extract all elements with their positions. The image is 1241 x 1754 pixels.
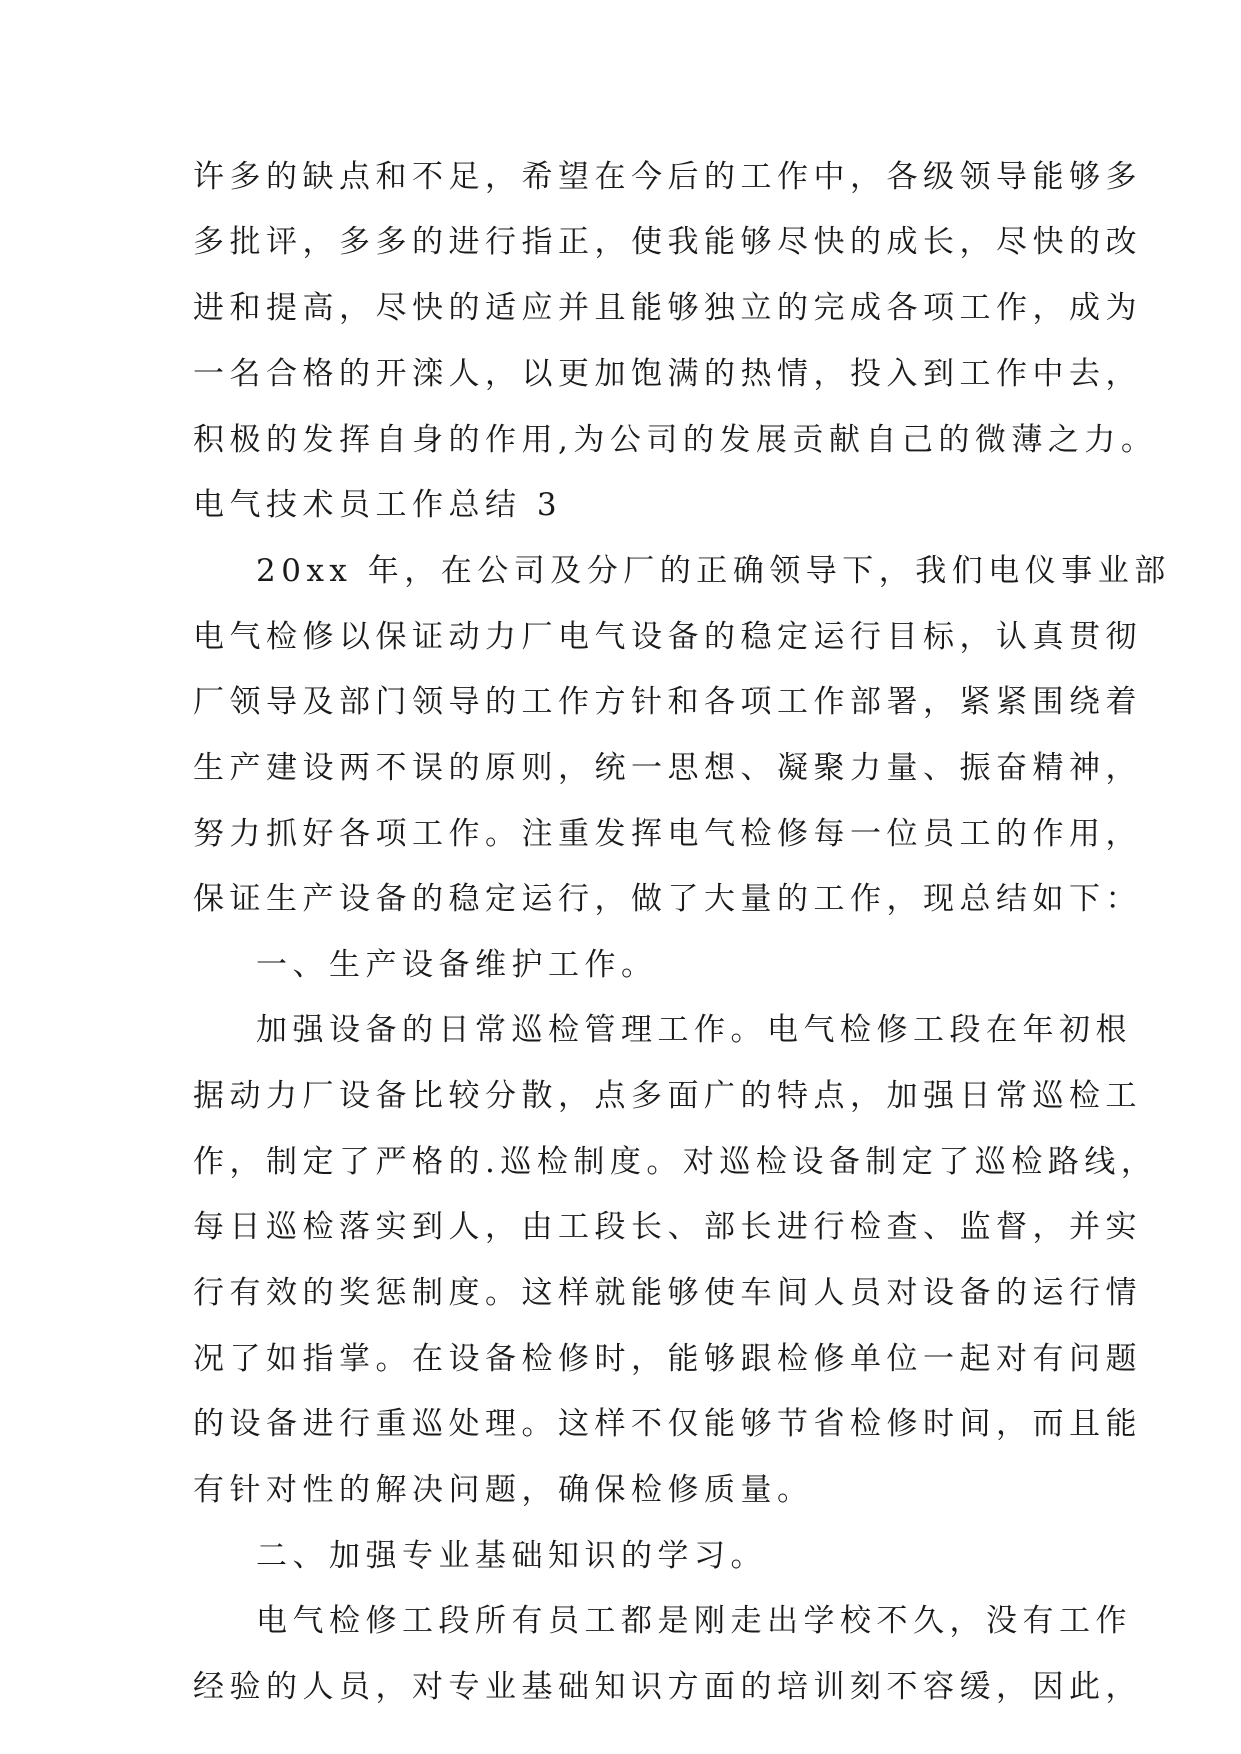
text-line: 电气检修工段所有员工都是刚走出学校不久，没有工作	[256, 1603, 1132, 1639]
text-line: 一名合格的开滦人，以更加饱满的热情，投入到工作中去，	[193, 356, 1142, 392]
text-line: 努力抓好各项工作。注重发挥电气检修每一位员工的作用，	[193, 816, 1142, 852]
text-line: 加强设备的日常巡检管理工作。电气检修工段在年初根	[256, 1012, 1132, 1048]
text-line: 有针对性的解决问题，确保检修质量。	[193, 1472, 814, 1508]
text-line: 多批评，多多的进行指正，使我能够尽快的成长，尽快的改	[193, 224, 1142, 260]
text-line: 行有效的奖惩制度。这样就能够使车间人员对设备的运行情	[193, 1275, 1142, 1311]
text-line: 的设备进行重巡处理。这样不仅能够节省检修时间，而且能	[193, 1406, 1142, 1442]
text-line: 作，制定了严格的.巡检制度。对巡检设备制定了巡检路线，	[193, 1144, 1158, 1180]
text-line: 据动力厂设备比较分散，点多面广的特点，加强日常巡检工	[193, 1078, 1142, 1114]
text-line: 20xx 年，在公司及分厂的正确领导下，我们电仪事业部	[256, 553, 1171, 589]
text-line: 生产建设两不误的原则，统一思想、凝聚力量、振奋精神，	[193, 750, 1142, 786]
text-line: 积极的发挥自身的作用,为公司的发展贡献自己的微薄之力。	[193, 422, 1158, 458]
section-title: 电气技术员工作总结 3	[193, 487, 563, 523]
text-line: 许多的缺点和不足，希望在今后的工作中，各级领导能够多	[193, 159, 1142, 195]
text-line: 电气检修以保证动力厂电气设备的稳定运行目标，认真贯彻	[193, 619, 1142, 655]
subheading: 一、生产设备维护工作。	[256, 947, 658, 983]
text-line: 每日巡检落实到人，由工段长、部长进行检查、监督，并实	[193, 1209, 1142, 1245]
text-line: 厂领导及部门领导的工作方针和各项工作部署，紧紧围绕着	[193, 684, 1142, 720]
text-line: 进和提高，尽快的适应并且能够独立的完成各项工作，成为	[193, 290, 1142, 326]
text-line: 经验的人员，对专业基础知识方面的培训刻不容缓，因此，	[193, 1669, 1142, 1705]
subheading: 二、加强专业基础知识的学习。	[256, 1538, 767, 1574]
text-line: 保证生产设备的稳定运行，做了大量的工作，现总结如下：	[193, 881, 1142, 917]
text-line: 况了如指掌。在设备检修时，能够跟检修单位一起对有问题	[193, 1341, 1142, 1377]
